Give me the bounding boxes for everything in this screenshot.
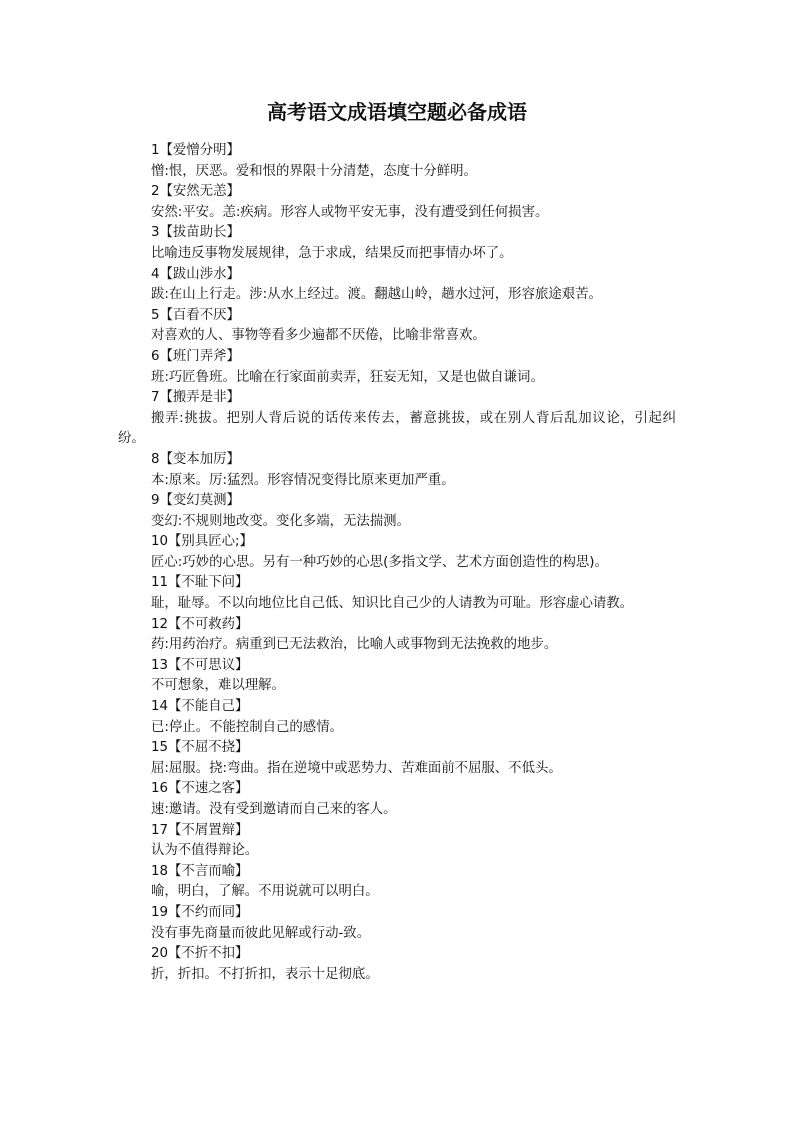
idiom-heading: 18【不言而喻】: [151, 863, 249, 879]
idiom-definition: 耻，耻辱。不以向地位比自己低、知识比自己少的人请教为可耻。形容虚心请教。: [151, 596, 634, 612]
idiom-heading: 12【不可救药】: [151, 616, 249, 632]
idiom-heading: 13【不可思议】: [151, 657, 249, 673]
idiom-entry: [118, 306, 676, 347]
idiom-heading: 11【不耻下问】: [151, 575, 249, 591]
idiom-heading: 8【变本加厉】: [151, 451, 240, 467]
idiom-definition: 变幻:不规则地改变。变化多端，无法揣测。: [151, 513, 410, 529]
idiom-entry: [118, 347, 676, 388]
idiom-entry: [118, 491, 676, 532]
idiom-entry: [118, 779, 676, 820]
idiom-entry: [118, 450, 676, 491]
idiom-definition: 班:巧匠鲁班。比喻在行家面前卖弄，狂妄无知，又是也做自谦词。: [151, 369, 544, 385]
idiom-entry: [118, 141, 676, 182]
idiom-entry: [118, 573, 676, 614]
idiom-entry: [118, 265, 676, 306]
idiom-entry: [118, 821, 676, 862]
idiom-definition: 没有事先商量而彼此见解或行动-致。: [151, 925, 371, 941]
idiom-definition: 喻，明白，了解。不用说就可以明白。: [151, 884, 379, 900]
idiom-definition: 认为不值得辩论。: [151, 843, 259, 859]
idiom-entry: [118, 697, 676, 738]
idiom-heading: 16【不速之客】: [151, 781, 249, 797]
idiom-entry: [118, 944, 676, 985]
idiom-heading: 17【不屑置辩】: [151, 822, 249, 838]
idiom-heading: 2【安然无恙】: [151, 184, 240, 200]
idiom-definition: 药:用药治疗。病重到已无法救治，比喻人或事物到无法挽救的地步。: [151, 637, 558, 653]
idiom-entry: [118, 223, 676, 264]
idiom-definition: 已:停止。不能控制自己的感情。: [151, 719, 343, 735]
idiom-list: [118, 141, 676, 985]
idiom-definition: 匠心:巧妙的心思。另有一种巧妙的心思(多指文学、艺术方面创造性的构思)。: [151, 554, 608, 570]
idiom-entry: [118, 388, 676, 450]
idiom-entry: [118, 862, 676, 903]
idiom-heading: 10【别具匠心;】: [151, 534, 253, 550]
idiom-definition: 跋:在山上行走。涉:从水上经过。渡。翻越山岭，趟水过河，形容旅途艰苦。: [151, 287, 602, 303]
idiom-definition: 对喜欢的人、事物等看多少遍都不厌倦，比喻非常喜欢。: [151, 328, 486, 344]
idiom-definition: 屈:屈服。挠:弯曲。指在逆境中或恶势力、苦难面前不屈服、不低头。: [151, 760, 562, 776]
idiom-entry: [118, 656, 676, 697]
idiom-definition: 安然:平安。恙:疾病。形容人或物平安无事，没有遭受到任何损害。: [151, 204, 549, 220]
idiom-definition: 憎:恨，厌恶。爱和恨的界限十分清楚，态度十分鲜明。: [151, 163, 477, 179]
idiom-definition: 速:邀请。没有受到邀请而自己来的客人。: [151, 802, 397, 817]
idiom-heading: 9【变幻莫测】: [151, 493, 240, 509]
idiom-definition: 本:原来。厉:猛烈。形容情况变得比原来更加严重。: [151, 472, 455, 488]
idiom-heading: 14【不能自己】: [151, 699, 249, 715]
idiom-entry: [118, 615, 676, 656]
idiom-heading: 6【班门弄斧】: [151, 348, 240, 364]
idiom-definition: 不可想象，难以理解。: [151, 678, 285, 694]
idiom-entry: [118, 182, 676, 223]
idiom-heading: 1【爱憎分明】: [151, 143, 240, 158]
idiom-heading: 5【百看不厌】: [151, 307, 240, 323]
idiom-heading: 3【拔苗助长】: [151, 225, 240, 241]
idiom-heading: 20【不折不扣】: [151, 946, 249, 962]
idiom-definition: 搬弄:挑拔。把别人背后说的话传来传去，蓄意挑拔，或在别人背后乱加议论，引起纠纷。: [118, 410, 676, 447]
idiom-definition: 比喻违反事物发展规律，急于求成，结果反而把事情办坏了。: [151, 245, 513, 261]
idiom-entry: [118, 738, 676, 779]
idiom-definition: 折，折扣。不打折扣，表示十足彻底。: [151, 966, 379, 982]
idiom-heading: 19【不约而同】: [151, 904, 249, 920]
idiom-entry: [118, 903, 676, 944]
idiom-heading: 15【不屈不挠】: [151, 740, 249, 756]
document-title: 高考语文成语填空题必备成语: [267, 100, 527, 124]
idiom-heading: 4【跋山涉水】: [151, 266, 240, 282]
idiom-heading: 7【搬弄是非】: [151, 390, 240, 406]
idiom-entry: [118, 532, 676, 573]
